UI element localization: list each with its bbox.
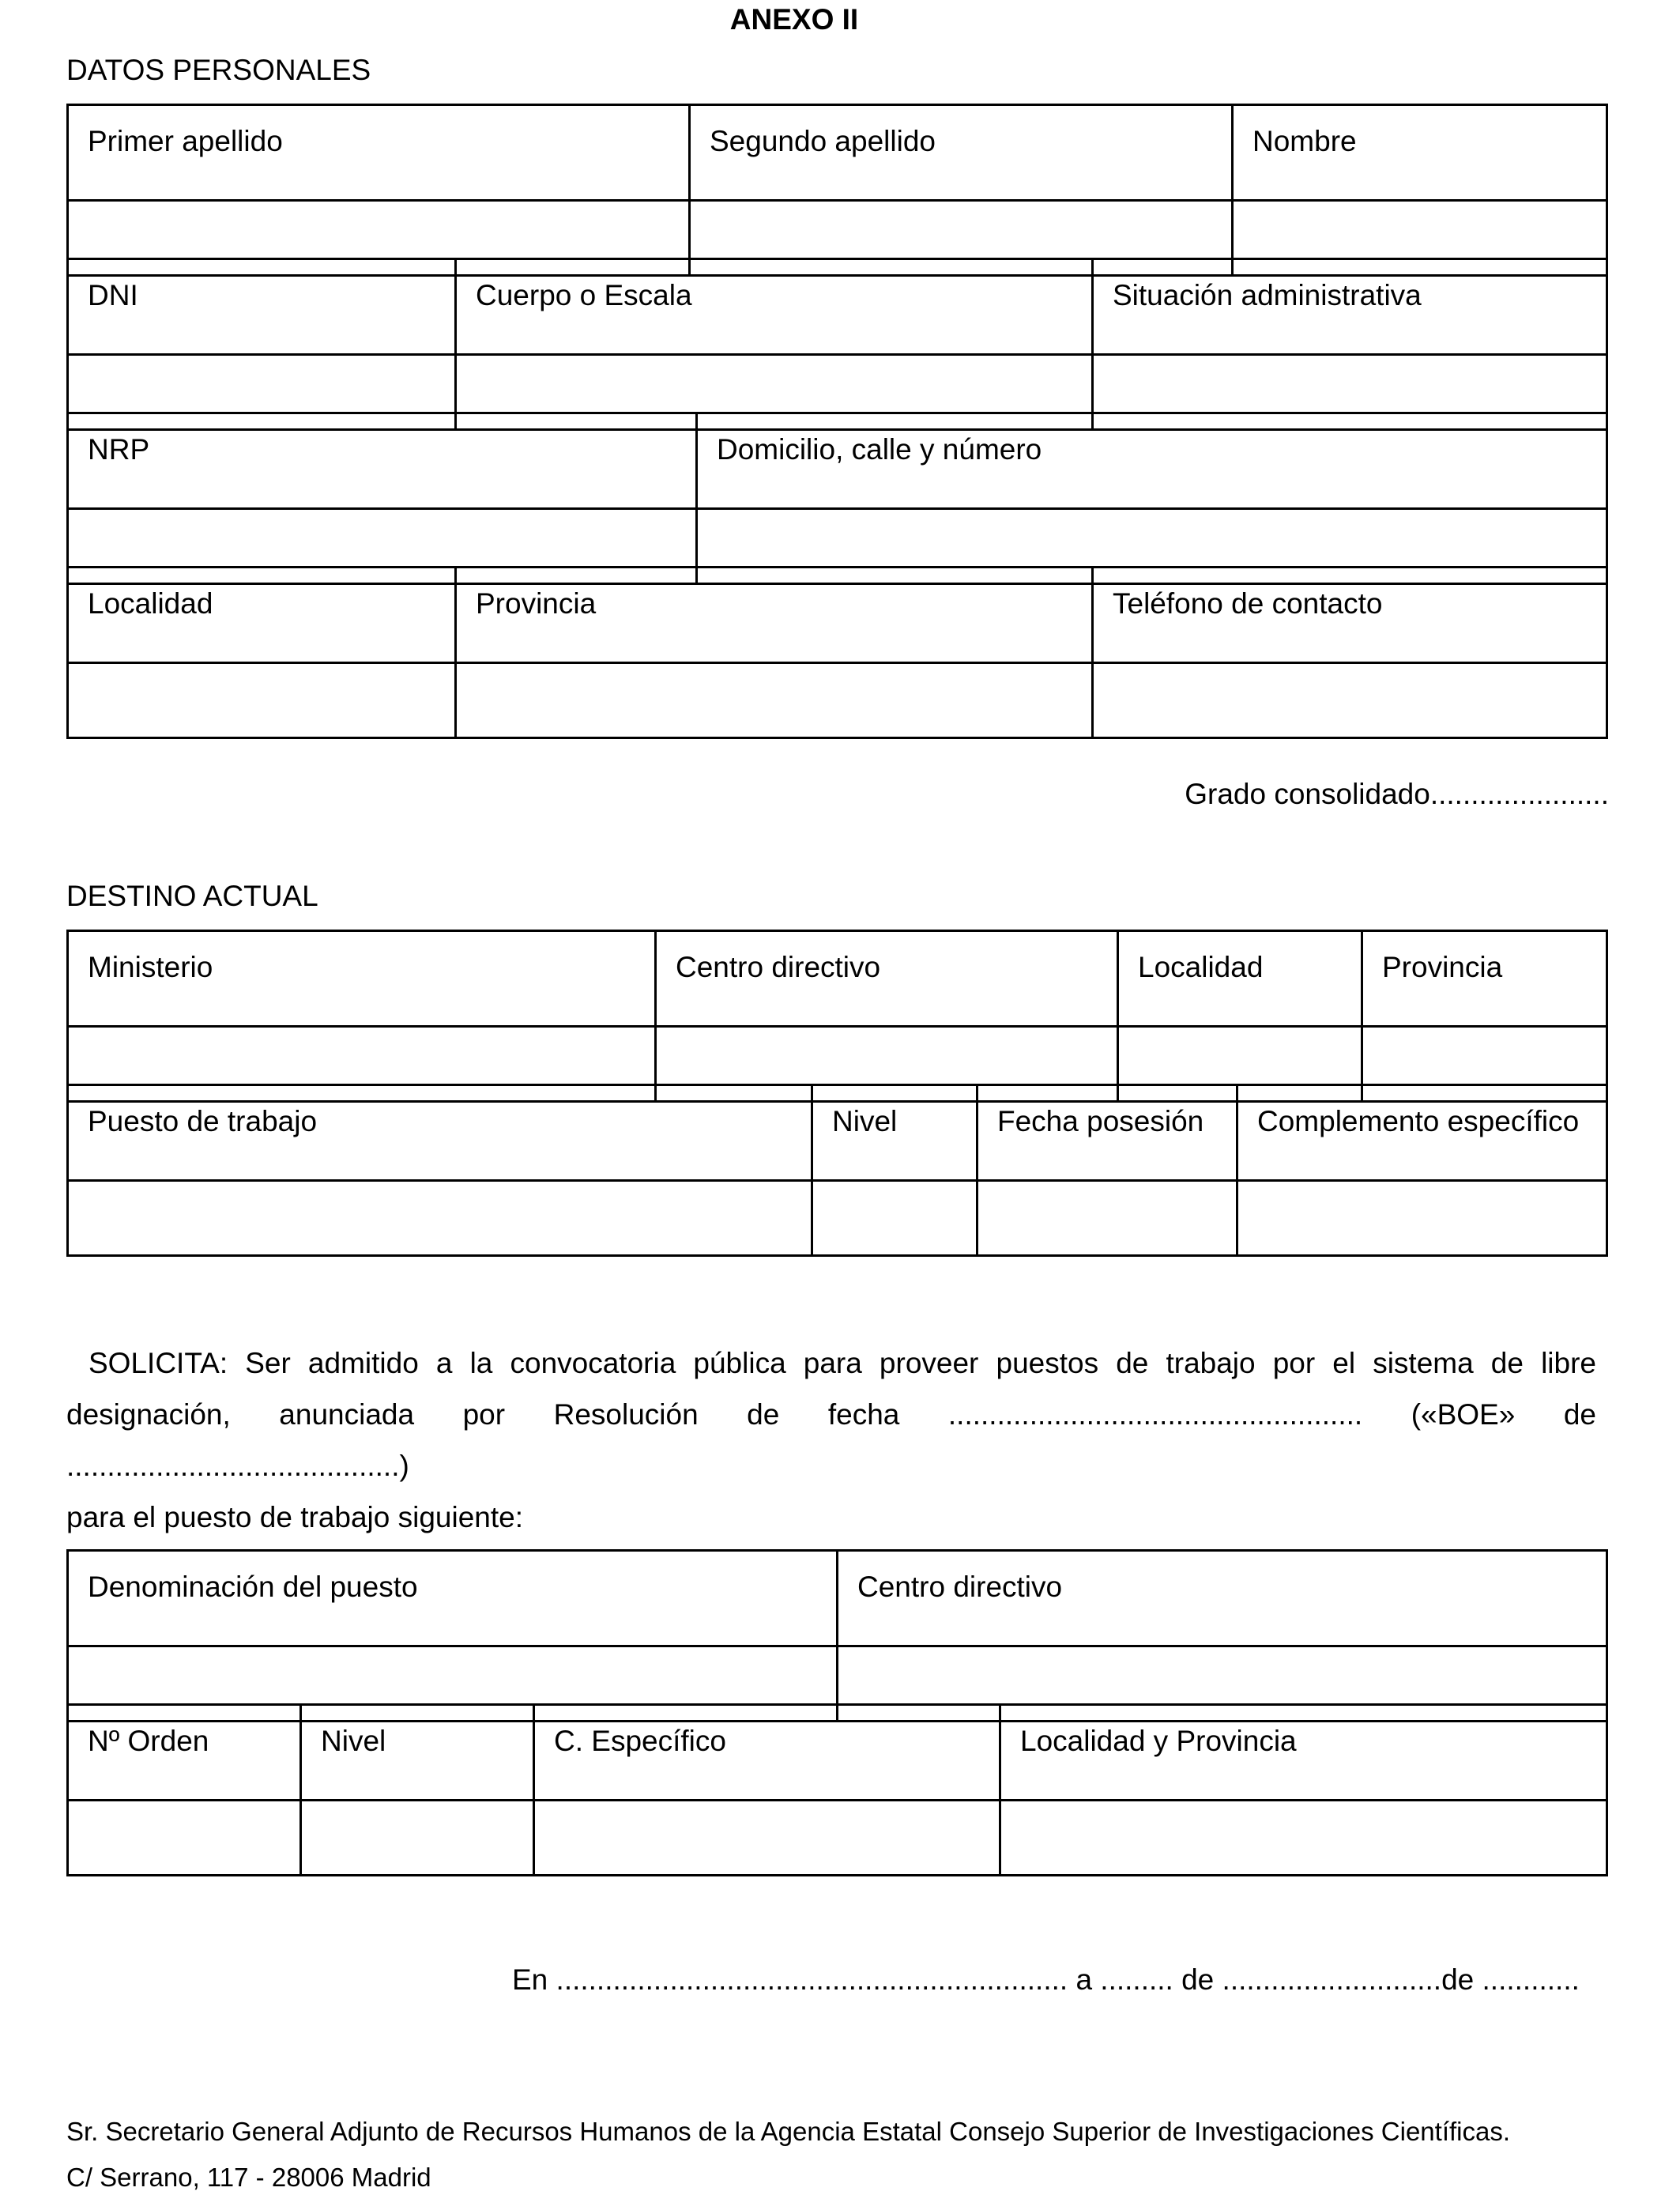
- puesto-trabajo-label: Puesto de trabajo: [68, 1085, 812, 1181]
- numero-orden-field[interactable]: [68, 1801, 301, 1876]
- datos-personales-heading: DATOS PERSONALES: [66, 54, 371, 86]
- segundo-apellido-label: Segundo apellido: [690, 105, 1233, 201]
- solicita-line-2: designación, anunciada por Resolución de fecha ................................................... («BOE» de .........................................): [66, 1398, 1596, 1482]
- telefono-contacto-field[interactable]: [1093, 663, 1607, 738]
- localidad-provincia-label: Localidad y Provincia: [1000, 1705, 1607, 1801]
- localidad-provincia-field[interactable]: [1000, 1801, 1607, 1876]
- localidad-label: Localidad: [68, 568, 456, 663]
- nrp-label: NRP: [68, 413, 697, 509]
- complemento-especifico-field[interactable]: [1237, 1181, 1607, 1256]
- puesto-row2-table: [66, 1703, 1608, 1876]
- destino-actual-row2-table: [66, 1084, 1608, 1257]
- lugar-fecha-line: En ............................................................... a ......... de ...........................de ............: [512, 1963, 1580, 1996]
- puesto-nivel-label: Nivel: [301, 1705, 534, 1801]
- numero-orden-label: Nº Orden: [68, 1705, 301, 1801]
- primer-apellido-label: Primer apellido: [68, 105, 690, 201]
- domicilio-label: Domicilio, calle y número: [697, 413, 1607, 509]
- fecha-posesion-label: Fecha posesión: [977, 1085, 1237, 1181]
- grado-consolidado: Grado consolidado......................: [1185, 778, 1609, 810]
- puesto-trabajo-field[interactable]: [68, 1181, 812, 1256]
- datos-personales-row4-table: [66, 566, 1608, 739]
- direccion-line: C/ Serrano, 117 - 28006 Madrid: [66, 2163, 431, 2192]
- datos-personales-row1-table: [66, 104, 1608, 277]
- puesto-nivel-field[interactable]: [301, 1801, 534, 1876]
- ministerio-label: Ministerio: [68, 931, 656, 1027]
- complemento-especifico-label: Complemento específico: [1237, 1085, 1607, 1181]
- telefono-contacto-label: Teléfono de contacto: [1093, 568, 1607, 663]
- centro-directivo-label: Centro directivo: [656, 931, 1118, 1027]
- fecha-posesion-field[interactable]: [977, 1181, 1237, 1256]
- denominacion-puesto-label: Denominación del puesto: [68, 1551, 838, 1646]
- cuerpo-escala-label: Cuerpo o Escala: [456, 259, 1093, 355]
- datos-personales-row3-table: [66, 412, 1608, 585]
- provincia-field[interactable]: [456, 663, 1093, 738]
- c-especifico-label: C. Específico: [534, 1705, 1000, 1801]
- datos-personales-row2-table: [66, 258, 1608, 431]
- dni-label: DNI: [68, 259, 456, 355]
- situacion-administrativa-label: Situación administrativa: [1093, 259, 1607, 355]
- nivel-label: Nivel: [812, 1085, 977, 1181]
- page-title: ANEXO II: [729, 3, 859, 36]
- destino-actual-heading: DESTINO ACTUAL: [66, 880, 318, 912]
- solicita-paragraph: [66, 1337, 1596, 1543]
- destinatario-line: Sr. Secretario General Adjunto de Recursos Humanos de la Agencia Estatal Consejo Superior de Investigaciones Científicas.: [66, 2117, 1511, 2146]
- destino-provincia-label: Provincia: [1362, 931, 1607, 1027]
- solicita-line-1: SOLICITA: Ser admitido a la convocatoria pública para proveer puestos de trabajo por el sistema de libre: [89, 1347, 1596, 1379]
- puesto-centro-directivo-label: Centro directivo: [838, 1551, 1607, 1646]
- nombre-label: Nombre: [1233, 105, 1607, 201]
- localidad-field[interactable]: [68, 663, 456, 738]
- c-especifico-field[interactable]: [534, 1801, 1000, 1876]
- provincia-label: Provincia: [456, 568, 1093, 663]
- nivel-field[interactable]: [812, 1181, 977, 1256]
- solicita-line-3: para el puesto de trabajo siguiente:: [66, 1501, 524, 1533]
- destino-localidad-label: Localidad: [1118, 931, 1362, 1027]
- destino-actual-row1-table: [66, 930, 1608, 1103]
- puesto-row1-table: [66, 1549, 1608, 1722]
